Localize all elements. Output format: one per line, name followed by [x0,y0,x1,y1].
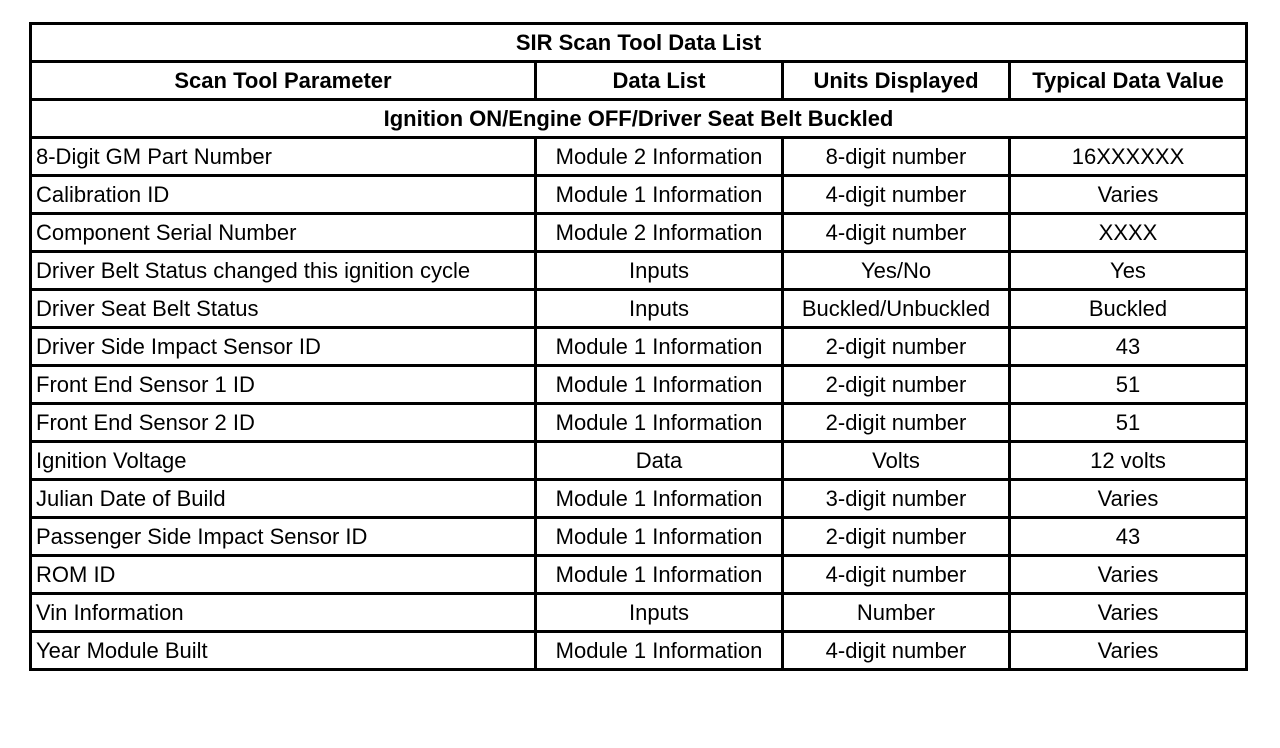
units-cell: 4-digit number [783,632,1010,670]
table-title: SIR Scan Tool Data List [31,24,1247,62]
typical-value-cell: Buckled [1010,290,1247,328]
data-list-cell: Data [536,442,783,480]
data-list-cell: Inputs [536,594,783,632]
section-row [31,100,1247,138]
table-row [31,404,1247,442]
data-list-cell: Module 1 Information [536,632,783,670]
parameter-cell: Driver Seat Belt Status [31,290,536,328]
table-row [31,138,1247,176]
units-cell: 4-digit number [783,556,1010,594]
units-cell: 8-digit number [783,138,1010,176]
data-list-cell: Inputs [536,252,783,290]
parameter-cell: Julian Date of Build [31,480,536,518]
units-cell: Number [783,594,1010,632]
table-row [31,366,1247,404]
parameter-cell: ROM ID [31,556,536,594]
units-cell: 2-digit number [783,404,1010,442]
table-row [31,518,1247,556]
data-list-cell: Module 2 Information [536,214,783,252]
parameter-cell: Driver Belt Status changed this ignition cycle [31,252,536,290]
data-list-cell: Inputs [536,290,783,328]
typical-value-cell: Varies [1010,632,1247,670]
typical-value-cell: 51 [1010,404,1247,442]
table-row [31,214,1247,252]
table-row [31,594,1247,632]
typical-value-cell: 51 [1010,366,1247,404]
table-row [31,632,1247,670]
table-body [31,100,1247,670]
section-heading: Ignition ON/Engine OFF/Driver Seat Belt Buckled [31,100,1247,138]
parameter-cell: Vin Information [31,594,536,632]
data-list-cell: Module 2 Information [536,138,783,176]
header-typical-data-value: Typical Data Value [1010,62,1247,100]
units-cell: 4-digit number [783,176,1010,214]
parameter-cell: Year Module Built [31,632,536,670]
typical-value-cell: Varies [1010,556,1247,594]
typical-value-cell: Varies [1010,176,1247,214]
parameter-cell: Passenger Side Impact Sensor ID [31,518,536,556]
data-list-cell: Module 1 Information [536,366,783,404]
table-row [31,480,1247,518]
parameter-cell: Calibration ID [31,176,536,214]
data-list-cell: Module 1 Information [536,328,783,366]
sir-scan-tool-data-table [29,22,1248,671]
data-list-cell: Module 1 Information [536,556,783,594]
header-row [31,62,1247,100]
parameter-cell: Driver Side Impact Sensor ID [31,328,536,366]
data-list-cell: Module 1 Information [536,176,783,214]
parameter-cell: Front End Sensor 1 ID [31,366,536,404]
table-row [31,442,1247,480]
typical-value-cell: 12 volts [1010,442,1247,480]
table-row [31,556,1247,594]
data-list-cell: Module 1 Information [536,404,783,442]
parameter-cell: Component Serial Number [31,214,536,252]
table-row [31,328,1247,366]
parameter-cell: Front End Sensor 2 ID [31,404,536,442]
table-row [31,252,1247,290]
header-units-displayed: Units Displayed [783,62,1010,100]
units-cell: Yes/No [783,252,1010,290]
units-cell: 3-digit number [783,480,1010,518]
typical-value-cell: 43 [1010,328,1247,366]
typical-value-cell: 16XXXXXX [1010,138,1247,176]
typical-value-cell: 43 [1010,518,1247,556]
parameter-cell: 8-Digit GM Part Number [31,138,536,176]
header-data-list: Data List [536,62,783,100]
units-cell: 2-digit number [783,518,1010,556]
title-row [31,24,1247,62]
units-cell: Volts [783,442,1010,480]
units-cell: 4-digit number [783,214,1010,252]
units-cell: 2-digit number [783,366,1010,404]
typical-value-cell: Varies [1010,594,1247,632]
units-cell: Buckled/Unbuckled [783,290,1010,328]
data-list-cell: Module 1 Information [536,480,783,518]
parameter-cell: Ignition Voltage [31,442,536,480]
typical-value-cell: XXXX [1010,214,1247,252]
units-cell: 2-digit number [783,328,1010,366]
header-scan-tool-parameter: Scan Tool Parameter [31,62,536,100]
typical-value-cell: Varies [1010,480,1247,518]
table-row [31,176,1247,214]
typical-value-cell: Yes [1010,252,1247,290]
data-list-cell: Module 1 Information [536,518,783,556]
table-row [31,290,1247,328]
